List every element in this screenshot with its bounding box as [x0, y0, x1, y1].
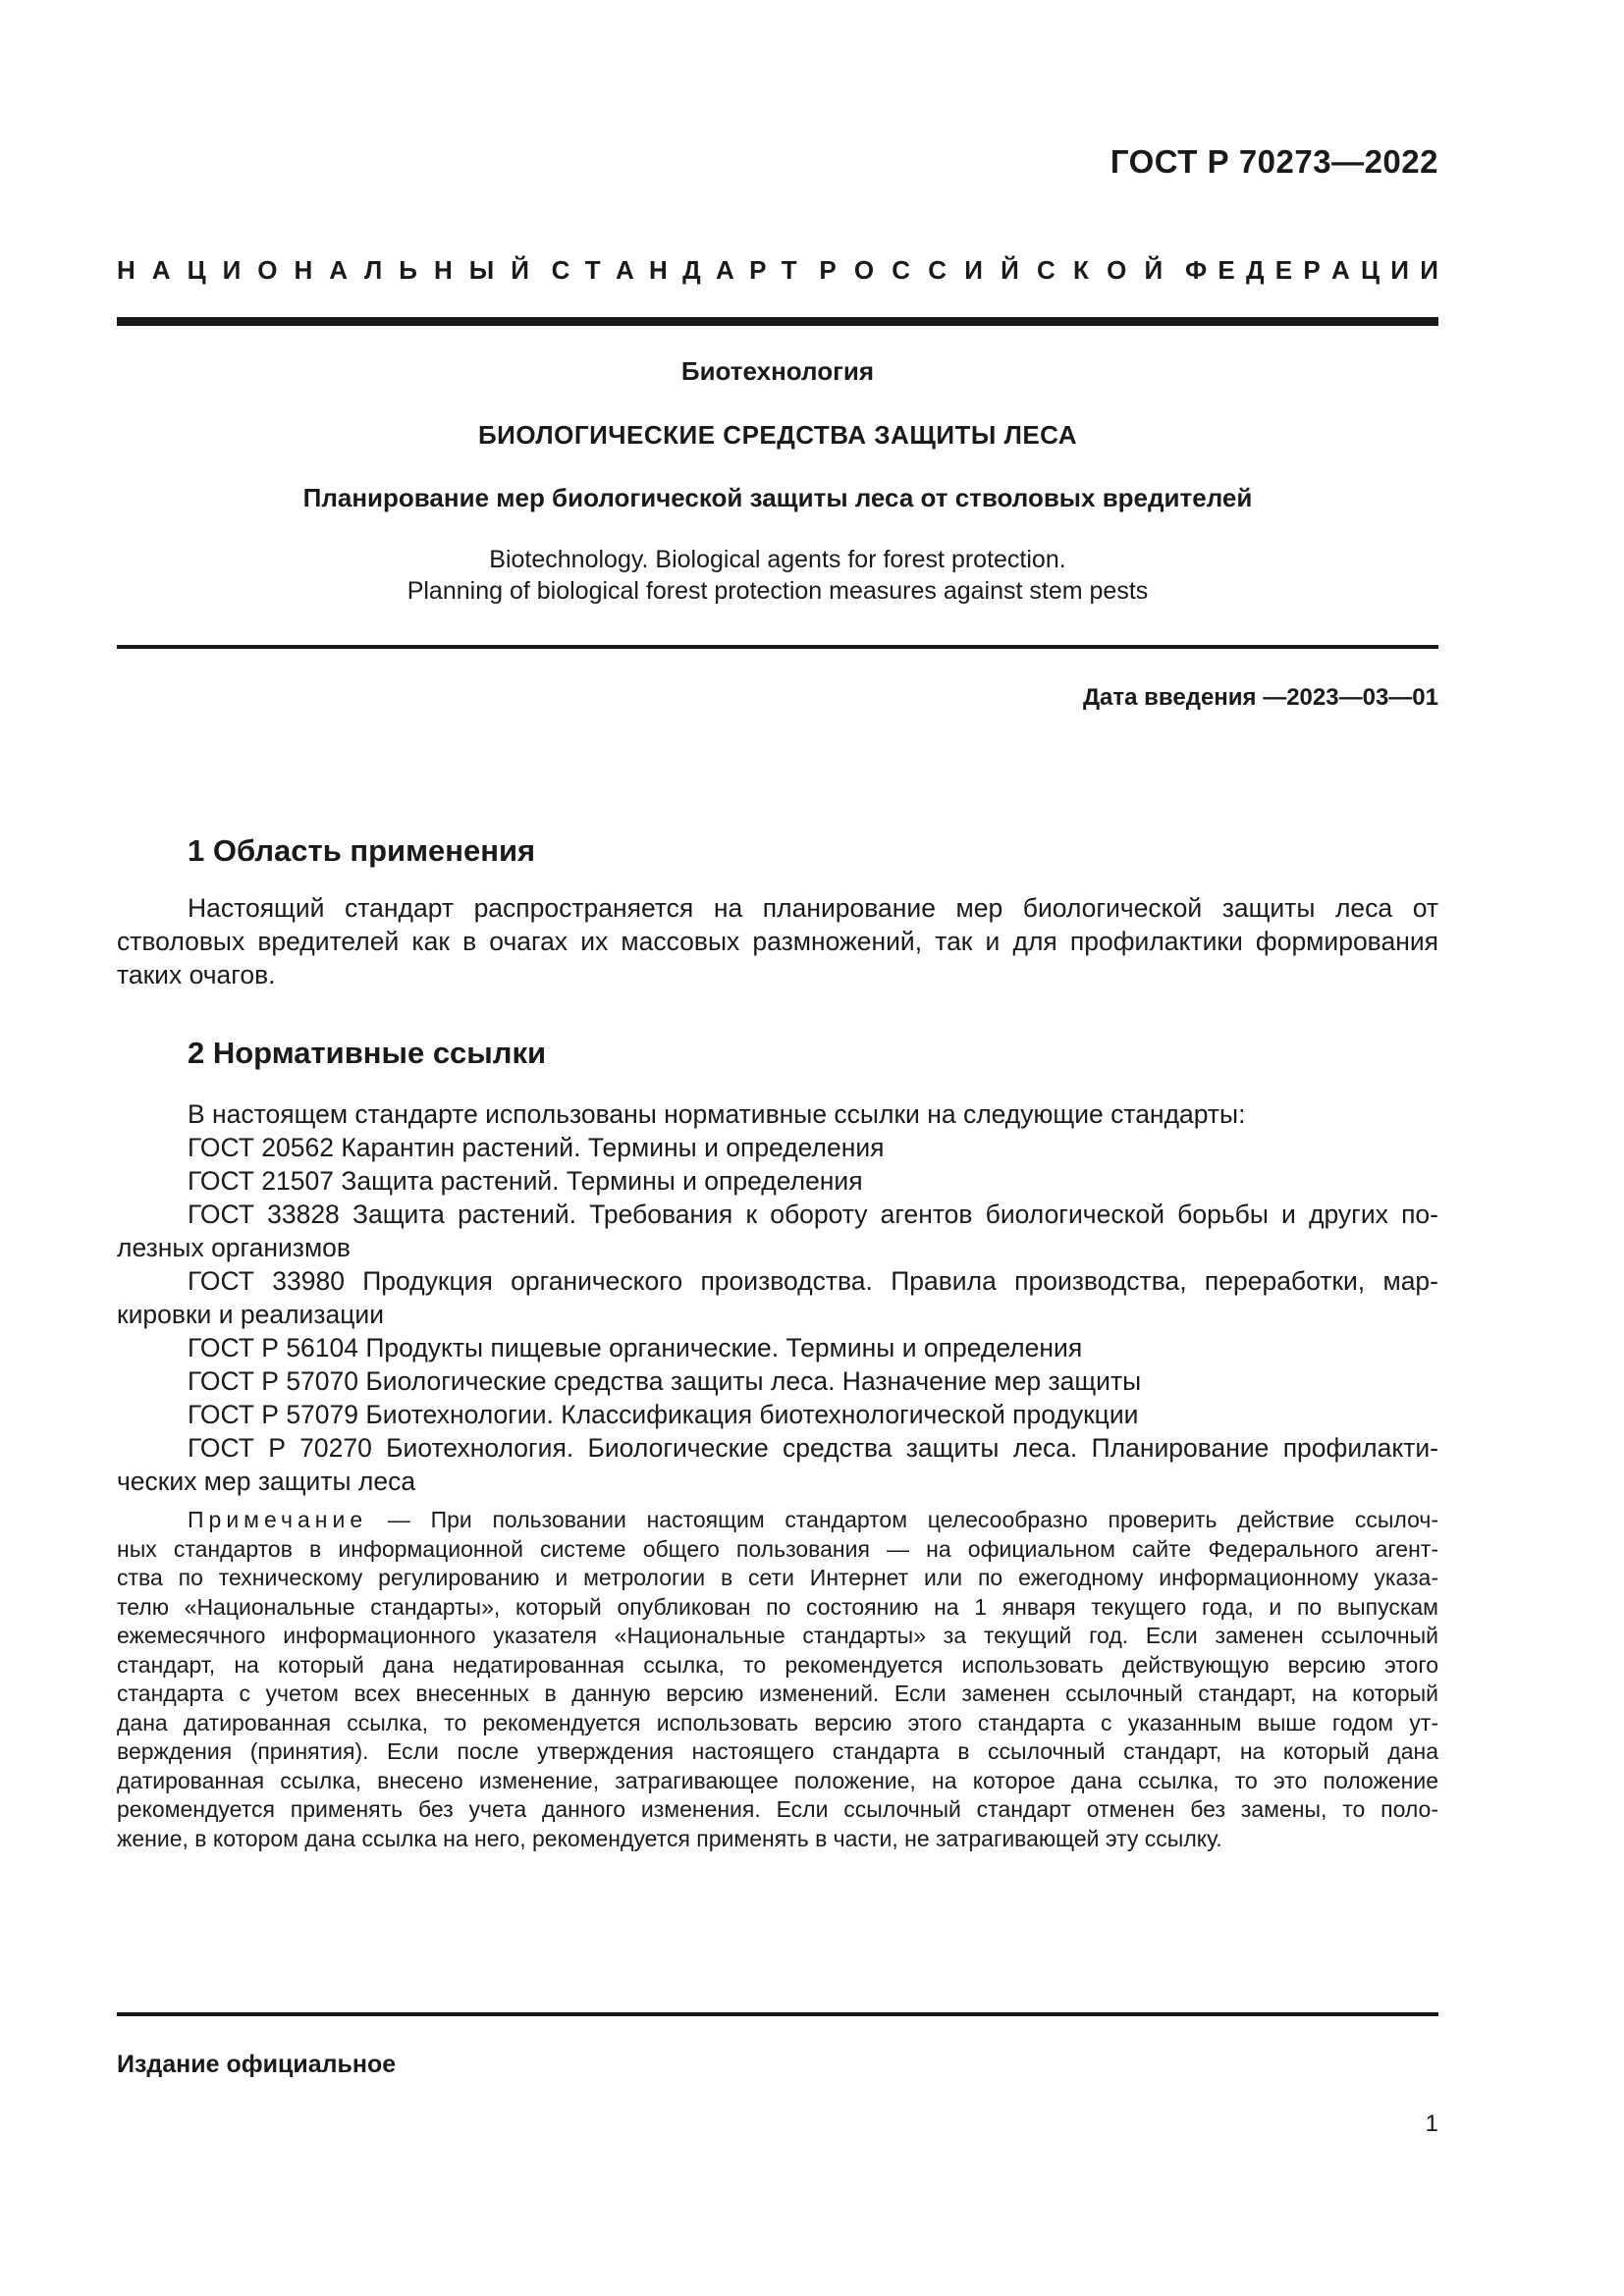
banner-word: С Т А Н Д А Р Т — [551, 254, 797, 285]
section-heading-references: 2 Нормативные ссылки — [188, 1036, 547, 1070]
document-number: ГОСТ Р 70273—2022 — [1110, 143, 1438, 180]
note-line: ежемесячного информационного указателя «Национальные стандарты» за текущий год. Если заменен ссылочный — [117, 1623, 1438, 1648]
note-line: ства по техническому регулированию и метрологии в сети Интернет или по ежегодному информационному указа- — [117, 1565, 1438, 1590]
standard-field: Биотехнология — [680, 356, 875, 386]
national-standard-banner — [117, 252, 1438, 288]
reference-line: лезных организмов — [117, 1233, 351, 1262]
reference-line: ГОСТ Р 70270 Биотехнология. Биологические средства защиты леса. Планирование профилакти- — [188, 1433, 1438, 1463]
page-number: 1 — [1425, 2110, 1438, 2137]
introduction-date: Дата введения —2023—03—01 — [1082, 684, 1438, 711]
official-edition-label: Издание официальное — [117, 2051, 397, 2078]
reference-line: ГОСТ 33980 Продукция органического производства. Правила производства, переработки, мар- — [188, 1266, 1438, 1296]
references-list — [117, 1097, 1438, 1498]
reference-line: кировки и реализации — [117, 1300, 385, 1329]
note-line: стандарта с учетом всех внесенных в данную версию изменений. Если заменен ссылочный стандарт, на который — [117, 1681, 1438, 1706]
scope-line: Настоящий стандарт распространяется на планирование мер биологической защиты леса от — [188, 893, 1438, 923]
reference-line: ГОСТ Р 57079 Биотехнологии. Классификация биотехнологической продукции — [188, 1400, 1139, 1429]
scope-line: стволовых вредителей как в очагах их массовых размножений, так и для профилактики формирования — [117, 927, 1438, 956]
note-line: дана датированная ссылка, то рекомендуется использовать версию этого стандарта с указанным выше годом ут- — [117, 1709, 1438, 1735]
reference-line: ГОСТ Р 56104 Продукты пищевые органические. Термины и определения — [188, 1333, 1083, 1362]
header-rule — [117, 317, 1438, 326]
reference-line: ГОСТ 33828 Защита растений. Требования к обороту агентов биологической борьбы и других по- — [188, 1200, 1438, 1229]
reference-line: ческих мер защиты леса — [117, 1467, 416, 1496]
reference-line: ГОСТ Р 57070 Биологические средства защиты леса. Назначение мер защиты — [188, 1366, 1142, 1396]
scope-paragraph — [117, 891, 1438, 991]
reference-line: ГОСТ 21507 Защита растений. Термины и определения — [188, 1166, 863, 1196]
banner-word: Ф Е Д Е Р А Ц И И — [1184, 254, 1438, 285]
note-line: телю «Национальные стандарты», который опубликован по состоянию на 1 января текущего года, и по выпускам — [117, 1593, 1438, 1620]
note-line: стандарт, на который дана недатированная ссылка, то рекомендуется использовать действующую версию этого — [117, 1651, 1438, 1678]
note-line: датированная ссылка, внесено изменение, затрагивающее положение, на которое дана ссылка, то это положение — [117, 1767, 1438, 1793]
document-page — [117, 0, 1438, 2296]
note-line — [117, 1506, 1438, 1535]
english-title-line-1: Biotechnology. Biological agents for forest protection. — [489, 546, 1066, 573]
references-note — [117, 1506, 1438, 1853]
standard-title: БИОЛОГИЧЕСКИЕ СРЕДСТВА ЗАЩИТЫ ЛЕСА — [477, 420, 1078, 450]
note-text: — При пользовании настоящим стандартом целесообразно проверить действие ссылоч- — [367, 1507, 1438, 1532]
note-line: жение, в котором дана ссылка на него, рекомендуется применять в части, не затрагивающей эту ссылку. — [117, 1825, 1222, 1851]
note-line: верждения (принятия). Если после утверждения настоящего стандарта в ссылочный стандарт, на который дана — [117, 1738, 1438, 1764]
banner-word: Р О С С И Й С К О Й — [819, 254, 1164, 285]
scope-line: таких очагов. — [117, 960, 276, 989]
note-line: ных стандартов в информационной системе общего пользования — на официальном сайте Федерального агент- — [117, 1535, 1438, 1562]
note-line: рекомендуется применять без учета данного изменения. Если ссылочный стандарт отменен без замены, то поло- — [117, 1796, 1438, 1822]
footer-rule — [117, 2012, 1438, 2016]
title-rule — [117, 645, 1438, 649]
note-label: Примечание — [188, 1507, 368, 1532]
banner-word: Н А Ц И О Н А Л Ь Н Ы Й — [117, 254, 529, 285]
english-title-line-2: Planning of biological forest protection measures against stem pests — [406, 577, 1149, 605]
standard-subtitle: Планирование мер биологической защиты леса от стволовых вредителей — [302, 483, 1253, 512]
reference-line: ГОСТ 20562 Карантин растений. Термины и определения — [188, 1133, 885, 1162]
references-intro: В настоящем стандарте использованы нормативные ссылки на следующие стандарты: — [188, 1099, 1246, 1129]
section-heading-scope: 1 Область применения — [188, 833, 536, 868]
